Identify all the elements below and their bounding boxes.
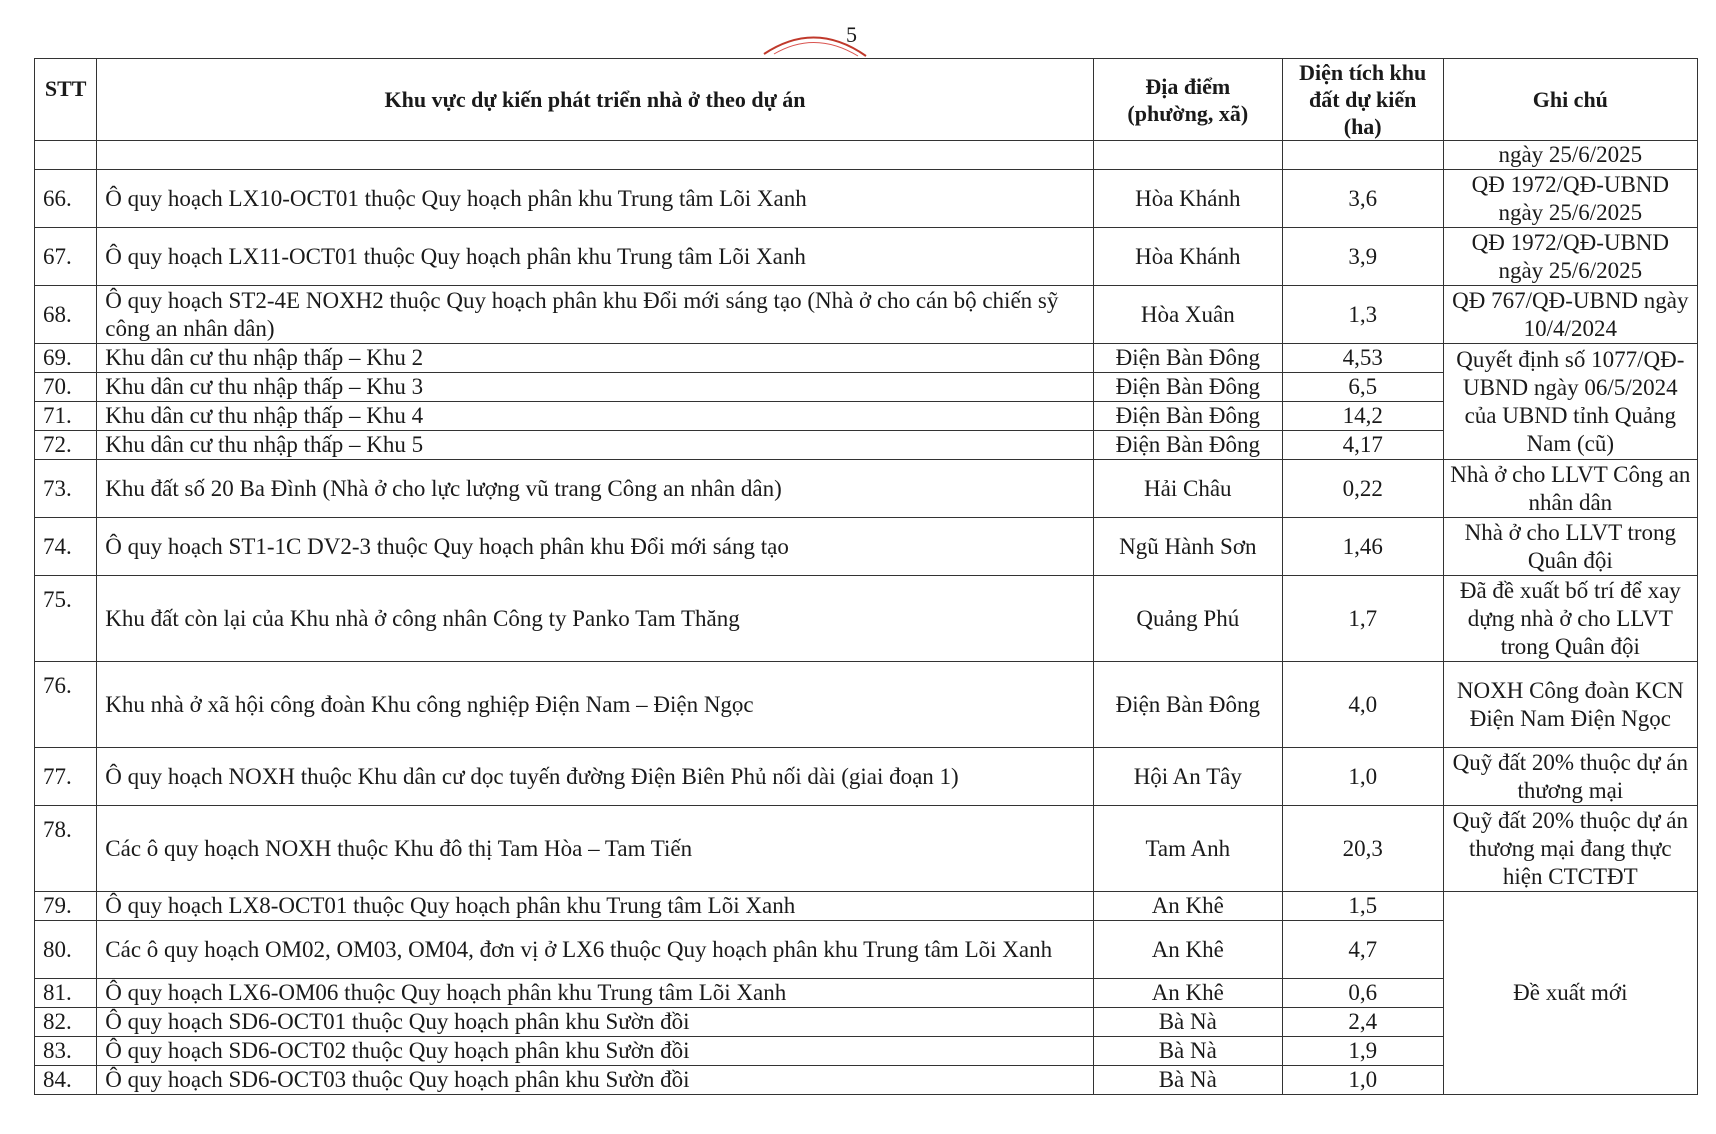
size-cell: 1,0 [1282,1066,1443,1095]
location-cell: Ngũ Hành Sơn [1093,518,1282,576]
stt-cell: 72. [35,431,97,460]
location-cell: An Khê [1093,892,1282,921]
header-stt: STT [35,59,97,141]
location-cell: Hòa Xuân [1093,286,1282,344]
note-cell: Nhà ở cho LLVT Công an nhân dân [1443,460,1697,518]
stt-cell: 68. [35,286,97,344]
stt-cell: 69. [35,344,97,373]
area-cell: Ô quy hoạch ST2-4E NOXH2 thuộc Quy hoạch phân khu Đổi mới sáng tạo (Nhà ở cho cán bộ chiến sỹ công an nhân dân) [97,286,1094,344]
stt-cell: 67. [35,228,97,286]
note-cell: QĐ 1972/QĐ-UBND ngày 25/6/2025 [1443,228,1697,286]
location-cell: Hội An Tây [1093,748,1282,806]
stt-cell: 78. [35,806,97,892]
location-cell: Tam Anh [1093,806,1282,892]
table-row [35,344,1698,373]
location-cell: Điện Bàn Đông [1093,431,1282,460]
note-cell: QĐ 1972/QĐ-UBND ngày 25/6/2025 [1443,170,1697,228]
table-row [35,228,1698,286]
area-cell: Các ô quy hoạch OM02, OM03, OM04, đơn vị ở LX6 thuộc Quy hoạch phân khu Trung tâm Lõi Xanh [97,921,1094,979]
header-note: Ghi chú [1443,59,1697,141]
table-row [35,460,1698,518]
area-cell: Ô quy hoạch LX11-OCT01 thuộc Quy hoạch phân khu Trung tâm Lõi Xanh [97,228,1094,286]
size-cell: 3,9 [1282,228,1443,286]
size-cell: 6,5 [1282,373,1443,402]
size-cell: 1,5 [1282,892,1443,921]
location-cell: Bà Nà [1093,1037,1282,1066]
location-cell: Bà Nà [1093,1066,1282,1095]
area-cell: Khu dân cư thu nhập thấp – Khu 4 [97,402,1094,431]
area-cell: Ô quy hoạch LX10-OCT01 thuộc Quy hoạch phân khu Trung tâm Lõi Xanh [97,170,1094,228]
size-cell: 20,3 [1282,806,1443,892]
location-cell: Điện Bàn Đông [1093,662,1282,748]
location-cell: An Khê [1093,979,1282,1008]
table-header-row [35,59,1698,141]
housing-project-table [34,58,1698,1095]
table-row [35,748,1698,806]
size-cell: 1,7 [1282,576,1443,662]
area-cell: Ô quy hoạch LX6-OM06 thuộc Quy hoạch phân khu Trung tâm Lõi Xanh [97,979,1094,1008]
area-cell: Ô quy hoạch SD6-OCT01 thuộc Quy hoạch phân khu Sườn đồi [97,1008,1094,1037]
size-cell: 2,4 [1282,1008,1443,1037]
stt-cell: 70. [35,373,97,402]
group-note-cell: Đề xuất mới [1443,892,1697,1095]
size-cell: 1,0 [1282,748,1443,806]
table-row [35,286,1698,344]
size-cell: 1,3 [1282,286,1443,344]
table-row [35,892,1698,921]
stt-cell: 84. [35,1066,97,1095]
area-cell: Ô quy hoạch ST1-1C DV2-3 thuộc Quy hoạch phân khu Đổi mới sáng tạo [97,518,1094,576]
note-cell: Quỹ đất 20% thuộc dự án thương mại đang thực hiện CTCTĐT [1443,806,1697,892]
area-cell: Ô quy hoạch SD6-OCT02 thuộc Quy hoạch phân khu Sườn đồi [97,1037,1094,1066]
area-cell: Khu dân cư thu nhập thấp – Khu 3 [97,373,1094,402]
stt-cell: 73. [35,460,97,518]
area-cell: Ô quy hoạch NOXH thuộc Khu dân cư dọc tuyến đường Điện Biên Phủ nối dài (giai đoạn 1) [97,748,1094,806]
size-cell: 3,6 [1282,170,1443,228]
table-row-continued [35,141,1698,170]
red-stamp-fragment [760,26,870,58]
table-row [35,576,1698,662]
group-note-cell: Quyết định số 1077/QĐ-UBND ngày 06/5/2024 của UBND tỉnh Quảng Nam (cũ) [1443,344,1697,460]
stt-cell: 71. [35,402,97,431]
area-cell: Khu đất số 20 Ba Đình (Nhà ở cho lực lượng vũ trang Công an nhân dân) [97,460,1094,518]
location-cell: Hải Châu [1093,460,1282,518]
header-size: Diện tích khu đất dự kiến (ha) [1282,59,1443,141]
size-cell: 4,0 [1282,662,1443,748]
note-cell: Quỹ đất 20% thuộc dự án thương mại [1443,748,1697,806]
table-row [35,170,1698,228]
size-cell: 4,53 [1282,344,1443,373]
area-cell: Khu đất còn lại của Khu nhà ở công nhân Công ty Panko Tam Thăng [97,576,1094,662]
stt-cell: 75. [35,576,97,662]
location-cell: Quảng Phú [1093,576,1282,662]
size-cell: 1,46 [1282,518,1443,576]
location-cell: Điện Bàn Đông [1093,373,1282,402]
location-cell: An Khê [1093,921,1282,979]
stt-cell: 66. [35,170,97,228]
area-cell: Ô quy hoạch SD6-OCT03 thuộc Quy hoạch phân khu Sườn đồi [97,1066,1094,1095]
table-row [35,806,1698,892]
stt-cell: 74. [35,518,97,576]
stt-cell: 80. [35,921,97,979]
location-cell: Hòa Khánh [1093,228,1282,286]
stt-cell: 83. [35,1037,97,1066]
location-cell: Điện Bàn Đông [1093,402,1282,431]
size-cell: 14,2 [1282,402,1443,431]
area-cell: Khu nhà ở xã hội công đoàn Khu công nghiệp Điện Nam – Điện Ngọc [97,662,1094,748]
size-cell: 4,17 [1282,431,1443,460]
table-row [35,518,1698,576]
note-cell: NOXH Công đoàn KCN Điện Nam Điện Ngọc [1443,662,1697,748]
area-cell: Khu dân cư thu nhập thấp – Khu 5 [97,431,1094,460]
stt-cell: 79. [35,892,97,921]
location-cell: Bà Nà [1093,1008,1282,1037]
stt-cell: 76. [35,662,97,748]
size-cell: 1,9 [1282,1037,1443,1066]
area-cell: Khu dân cư thu nhập thấp – Khu 2 [97,344,1094,373]
note-cell: Đã đề xuất bố trí để xay dựng nhà ở cho LLVT trong Quân đội [1443,576,1697,662]
area-cell: Các ô quy hoạch NOXH thuộc Khu đô thị Tam Hòa – Tam Tiến [97,806,1094,892]
stt-cell: 82. [35,1008,97,1037]
continued-note: ngày 25/6/2025 [1443,141,1697,170]
header-location: Địa điểm (phường, xã) [1093,59,1282,141]
area-cell: Ô quy hoạch LX8-OCT01 thuộc Quy hoạch phân khu Trung tâm Lõi Xanh [97,892,1094,921]
header-area: Khu vực dự kiến phát triển nhà ở theo dự án [97,59,1094,141]
stt-cell: 77. [35,748,97,806]
location-cell: Điện Bàn Đông [1093,344,1282,373]
size-cell: 4,7 [1282,921,1443,979]
size-cell: 0,6 [1282,979,1443,1008]
page-number: 5 [846,22,857,47]
note-cell: Nhà ở cho LLVT trong Quân đội [1443,518,1697,576]
location-cell: Hòa Khánh [1093,170,1282,228]
size-cell: 0,22 [1282,460,1443,518]
note-cell: QĐ 767/QĐ-UBND ngày 10/4/2024 [1443,286,1697,344]
table-row [35,662,1698,748]
stt-cell: 81. [35,979,97,1008]
